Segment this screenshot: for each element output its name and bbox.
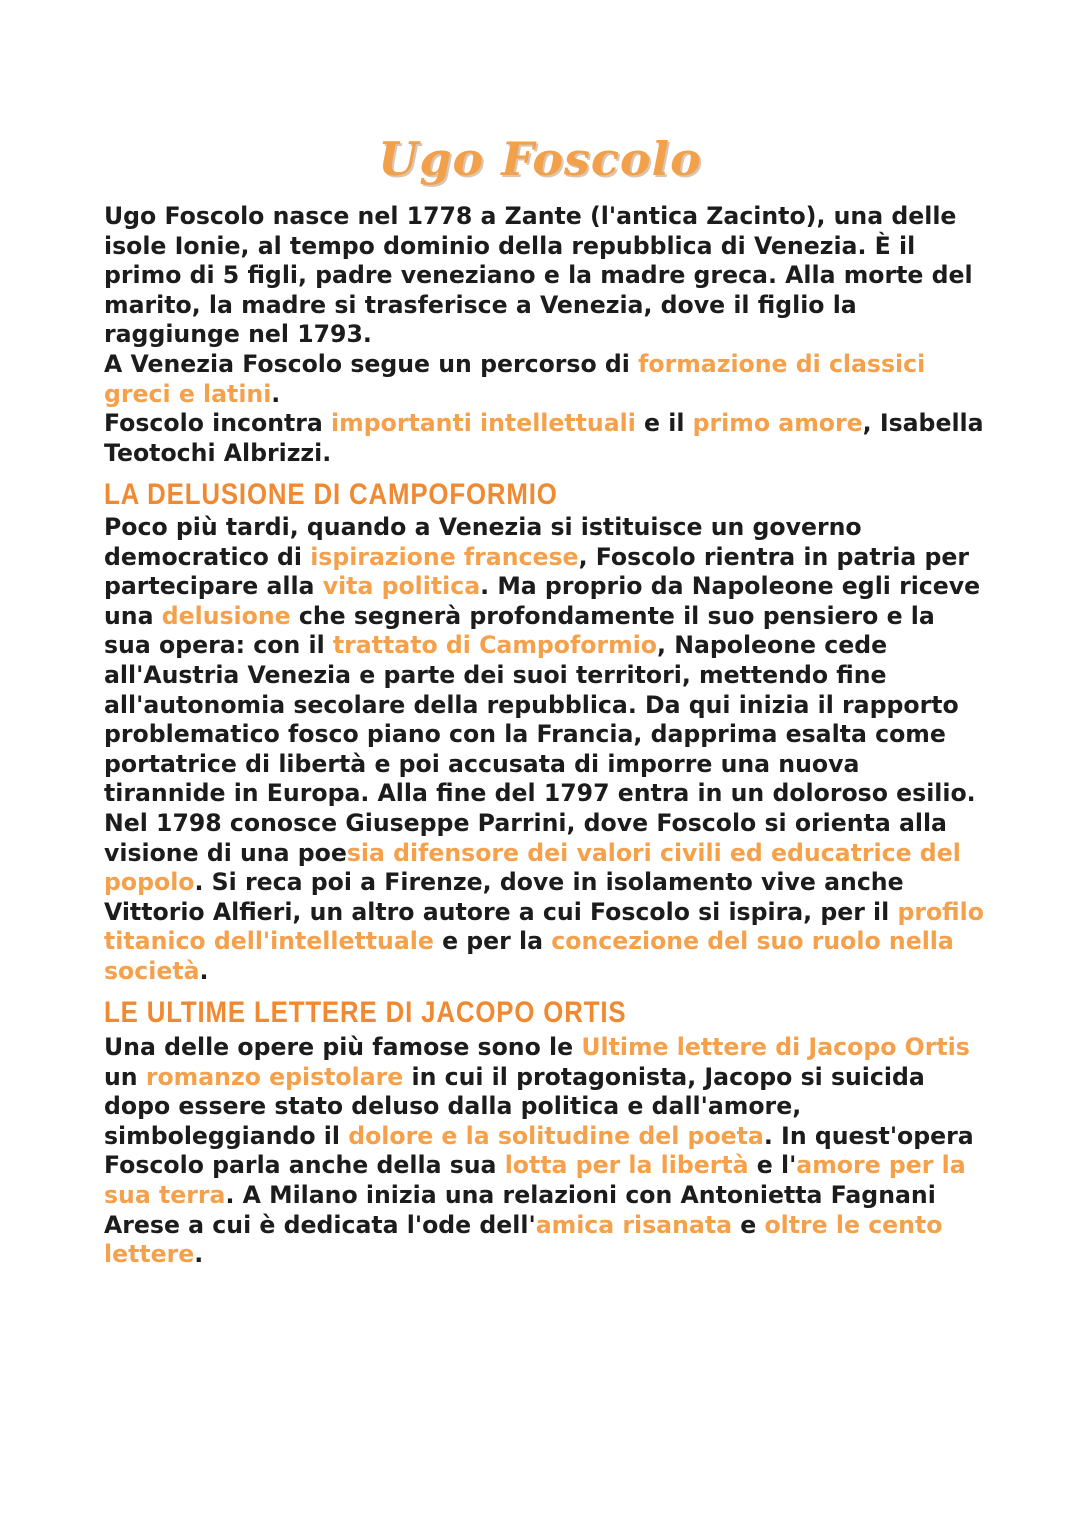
body-text: . In quest'opera Foscolo parla anche della sua	[104, 1121, 974, 1180]
body-text: Ugo Foscolo nasce nel 1778 a Zante (l'antica Zacinto), una delle isole Ionie, al tempo dominio della repubblica di Venezia. È il primo di 5 figli, padre veneziano e la madre greca. Alla morte del marito, la madre si trasferisce a Venezia, dove il figlio la raggiunge nel 1793.	[104, 202, 973, 349]
highlighted-text: romanzo epistolare	[145, 1062, 404, 1091]
body-text: .	[194, 1240, 204, 1269]
highlighted-text: sia difensore dei valori civili ed educatrice del popolo	[104, 838, 961, 897]
campoformio-section	[104, 513, 984, 987]
highlighted-text: amica risanata	[535, 1210, 733, 1239]
body-text: e per la	[433, 927, 552, 956]
highlighted-text: delusione	[161, 601, 291, 630]
ortis-paragraph	[104, 1033, 984, 1270]
highlighted-text: concezione del suo ruolo nella società	[104, 927, 954, 985]
highlighted-text: ispirazione francese	[310, 542, 579, 571]
body-text: Foscolo incontra	[104, 409, 332, 438]
body-text: Una delle opere più famose sono le	[104, 1033, 582, 1061]
body-text: in cui il protagonista, Jacopo si suicida dopo essere stato deluso dalla politica e dall'amore, simboleggiando il	[104, 1062, 925, 1150]
highlighted-text: dolore e la solitudine del poeta	[348, 1121, 764, 1150]
highlighted-text: trattato di Campoformio	[332, 631, 658, 660]
highlighted-text: Ultime lettere di Jacopo Ortis	[581, 1033, 970, 1061]
body-text: A Venezia Foscolo segue un percorso di	[104, 349, 639, 378]
section-heading-campoformio: LA DELUSIONE DI CAMPOFORMIO	[104, 478, 558, 511]
campoformio-paragraph	[104, 513, 984, 987]
highlighted-text: oltre le cento lettere	[104, 1210, 943, 1269]
highlighted-text: amore per la sua terra	[104, 1151, 966, 1209]
body-text: e il	[635, 409, 693, 438]
section-heading-campoformio-wrap	[104, 478, 984, 512]
section-heading-ortis-wrap	[104, 996, 984, 1030]
body-text: . A Milano inizia una relazioni con Antonietta Fagnani Arese a cui è dedicata l'ode dell'	[104, 1180, 936, 1239]
highlighted-text: primo amore	[692, 409, 863, 438]
highlighted-text: lotta per la libertà	[504, 1151, 749, 1180]
body-text: , Foscolo rientra in patria per partecipare alla	[104, 542, 969, 601]
body-text: e	[732, 1210, 765, 1239]
highlighted-text: vita politica	[322, 572, 481, 601]
body-text: , Napoleone cede all'Austria Venezia e parte dei suoi territori, mettendo fine all'autonomia secolare della repubblica. Da qui inizia il rapporto problematico fosco piano con la Francia, dapprima esalta come portatrice di libertà e poi accusata di imporre una nuova tirannide in Europa. Alla fine del 1797 entra in un doloroso esilio. Nel 1798 conosce Giuseppe Parrini, dove Foscolo si orienta alla visione di una poe	[104, 631, 976, 867]
highlighted-text: importanti intellettuali	[331, 409, 636, 438]
intro-paragraph	[104, 202, 984, 468]
body-text: Poco più tardi, quando a Venezia si istituisce un governo democratico di	[104, 513, 862, 571]
intro-section	[104, 202, 984, 468]
body-text: .	[271, 379, 281, 408]
body-text: , Isabella Teotochi Albrizzi.	[104, 409, 984, 467]
body-text: e l'	[748, 1151, 797, 1180]
body-text: un	[104, 1062, 146, 1091]
body-text: che segnerà profondamente il suo pensiero e la sua opera: con il	[104, 601, 935, 660]
page-title: Ugo Foscolo	[378, 132, 702, 186]
highlighted-text: formazione di classici greci e latini	[104, 349, 926, 408]
body-text: . Si reca poi a Firenze, dove in isolamento vive anche Vittorio Alfieri, un altro autore a cui Foscolo si ispira, per il	[104, 868, 904, 926]
section-heading-ortis: LE ULTIME LETTERE DI JACOPO ORTIS	[104, 996, 627, 1029]
highlighted-text: profilo titanico dell'intellettuale	[104, 897, 984, 956]
body-text: . Ma proprio da Napoleone egli riceve una	[104, 572, 981, 630]
ortis-section	[104, 1033, 984, 1270]
body-text: .	[199, 956, 209, 985]
